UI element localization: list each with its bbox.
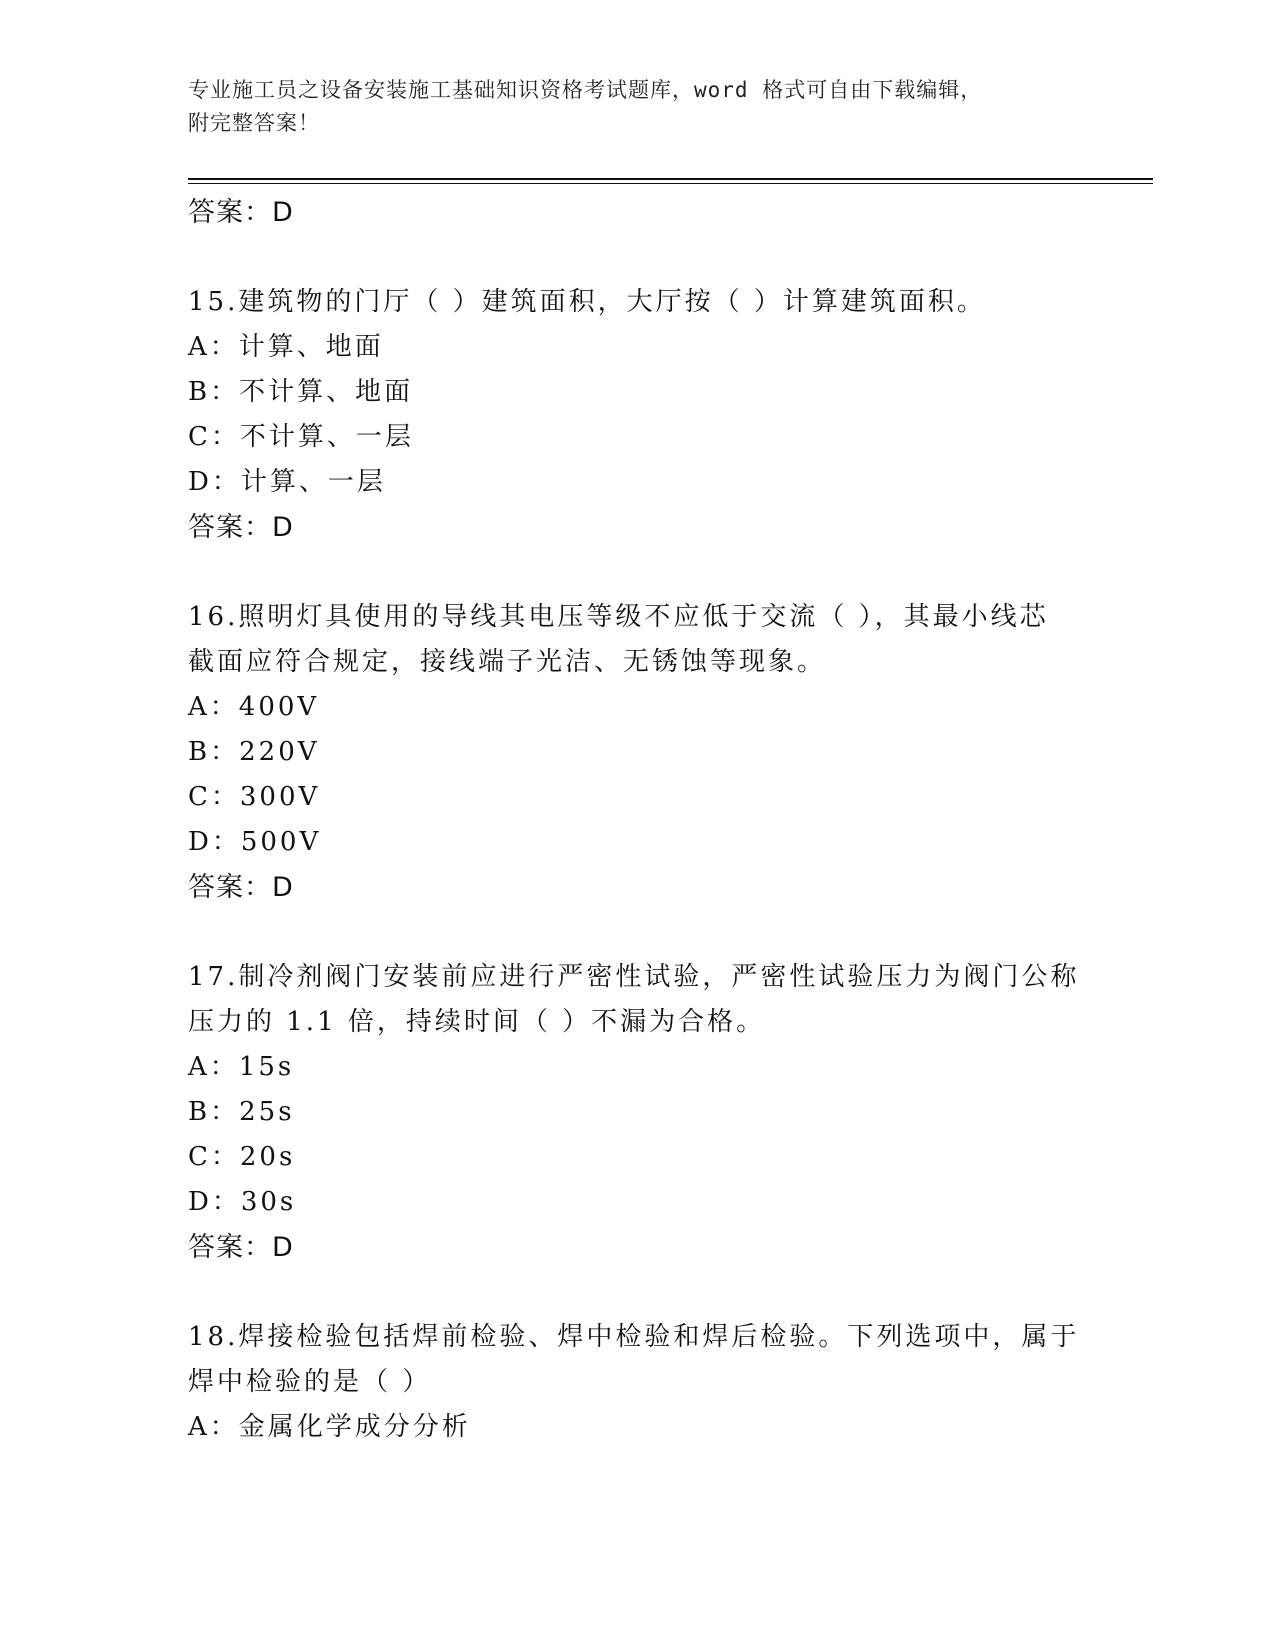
option-a: A：400V <box>188 692 320 722</box>
question-text-continued: 压力的 1.1 倍，持续时间（ ）不漏为合格。 <box>188 1007 766 1037</box>
question-block <box>188 1315 1088 1450</box>
option-c: C：不计算、一层 <box>188 422 414 452</box>
question-text-continued: 焊中检验的是（ ） <box>188 1367 432 1397</box>
question-block <box>188 280 1088 550</box>
option-d: D：500V <box>188 827 322 857</box>
option-a: A：计算、地面 <box>188 332 384 362</box>
question-list <box>188 190 1088 1450</box>
spacer <box>188 910 1088 955</box>
question-text: 15.建筑物的门厅（ ）建筑面积，大厅按（ ）计算建筑面积。 <box>188 287 986 317</box>
question-text: 18.焊接检验包括焊前检验、焊中检验和焊后检验。下列选项中，属于 <box>188 1322 1080 1352</box>
previous-answer: 答案：D <box>188 197 294 228</box>
spacer <box>188 550 1088 595</box>
answer-text: 答案：D <box>188 872 294 903</box>
question-text: 17.制冷剂阀门安装前应进行严密性试验，严密性试验压力为阀门公称 <box>188 962 1080 992</box>
spacer <box>188 235 1088 280</box>
header-divider-thick <box>188 178 1153 180</box>
option-c: C：300V <box>188 782 321 812</box>
option-b: B：不计算、地面 <box>188 377 414 407</box>
option-a: A：金属化学成分分析 <box>188 1412 471 1442</box>
option-d: D：计算、一层 <box>188 467 386 497</box>
option-a: A：15s <box>188 1052 295 1082</box>
question-block <box>188 955 1088 1270</box>
header-line-1: 专业施工员之设备安装施工基础知识资格考试题库，word 格式可自由下载编辑， <box>188 78 983 102</box>
question-block <box>188 595 1088 910</box>
answer-text: 答案：D <box>188 1232 294 1263</box>
option-d: D：30s <box>188 1187 297 1217</box>
option-b: B：220V <box>188 737 320 767</box>
option-b: B：25s <box>188 1097 295 1127</box>
header-divider-thin <box>188 183 1153 184</box>
answer-text: 答案：D <box>188 512 294 543</box>
document-header <box>188 74 1088 140</box>
header-line-2: 附完整答案！ <box>188 111 320 135</box>
question-text-continued: 截面应符合规定，接线端子光洁、无锈蚀等现象。 <box>188 647 827 677</box>
option-c: C：20s <box>188 1142 296 1172</box>
question-text: 16.照明灯具使用的导线其电压等级不应低于交流（ ），其最小线芯 <box>188 602 1049 632</box>
spacer <box>188 1270 1088 1315</box>
